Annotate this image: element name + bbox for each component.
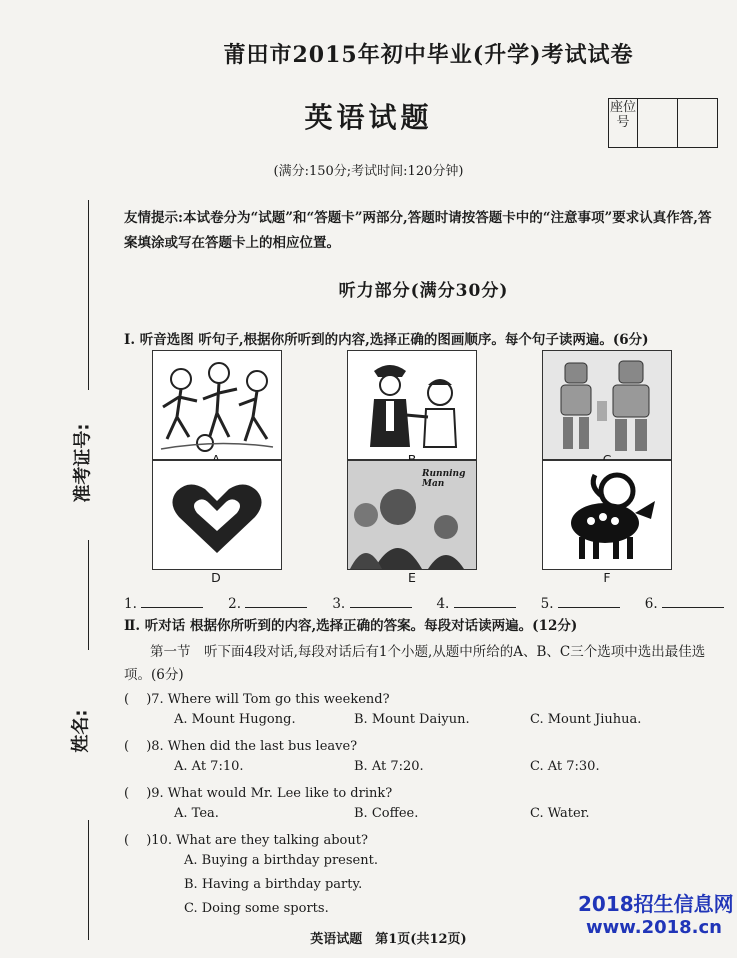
listening-section-heading: 听力部分(满分30分) (338, 281, 509, 301)
picture-a (152, 350, 282, 460)
question-10-stem: ( )10. What are they talking about? (124, 833, 368, 848)
question-9-option-b: B. Coffee. (354, 806, 419, 821)
answer-blank: 1. (124, 594, 203, 612)
part1-instruction: Ⅰ. 听音选图 听句子,根据你所听到的内容,选择正确的图画顺序。每个句子读两遍。(6分) (124, 332, 649, 348)
question-7-option-a: A. Mount Hugong. (174, 712, 296, 727)
question-10-option-a: A. Buying a birthday present. (184, 853, 378, 868)
question-8-stem: ( )8. When did the last bus leave? (124, 739, 358, 754)
picture-f (542, 460, 672, 570)
page-footer: 英语试题 第1页(共12页) (310, 932, 467, 947)
notice-text: 友情提示:本试卷分为“试题”和“答题卡”两部分,答题时请按答题卡中的“注意事项”要求认真作答,答案填涂或写在答题卡上的相应位置。 (124, 210, 712, 251)
exam-number-line-lower (88, 540, 89, 650)
question-10-option-c: C. Doing some sports. (184, 901, 329, 916)
heart-hands-icon (153, 461, 281, 569)
question-9-stem: ( )9. What would Mr. Lee like to drink? (124, 786, 393, 801)
picture-c (542, 350, 672, 460)
seat-number-label: 座位号 (609, 99, 638, 147)
picture-e-label: E (408, 570, 416, 585)
watermark-line1: 2018招生信息网 (578, 892, 734, 916)
picture-b (347, 350, 477, 460)
answer-blank: 3. (332, 594, 411, 612)
picture-d-label: D (211, 570, 221, 585)
name-label: 姓名: (70, 709, 92, 753)
question-8-option-b: B. At 7:20. (354, 759, 424, 774)
question-7-stem: ( )7. Where will Tom go this weekend? (124, 692, 390, 707)
score-info: (满分:150分;考试时间:120分钟) (273, 164, 464, 179)
poster-caption: Running Man (422, 469, 466, 489)
robots-icon (543, 351, 671, 459)
answer-blank: 4. (436, 594, 515, 612)
picture-e (347, 460, 477, 570)
question-9-option-c: C. Water. (530, 806, 590, 821)
question-9-option-a: A. Tea. (174, 806, 219, 821)
question-7-option-c: C. Mount Jiuhua. (530, 712, 642, 727)
question-8-option-a: A. At 7:10. (174, 759, 244, 774)
answer-blank: 6. (645, 594, 724, 612)
part2-subsection1: 第一节 听下面4段对话,每段对话后有1个小题,从题中所给的A、B、C三个选项中选出最佳选项。(6分) (124, 644, 706, 683)
goat-paper-cut-icon (543, 461, 671, 569)
answer-blanks-row (124, 594, 724, 612)
kids-playing-football-icon (153, 351, 281, 459)
question-10-option-b: B. Having a birthday party. (184, 877, 363, 892)
picture-d (152, 460, 282, 570)
seat-number-cell (638, 99, 678, 147)
picture-f-label: F (603, 570, 611, 585)
seat-number-cell (678, 99, 717, 147)
exam-title: 莆田市2015年初中毕业(升学)考试试卷 (223, 42, 634, 68)
question-7-option-b: B. Mount Daiyun. (354, 712, 470, 727)
seat-number-box (608, 98, 718, 148)
part2-instruction: Ⅱ. 听对话 根据你所听到的内容,选择正确的答案。每段对话读两遍。(12分) (124, 618, 578, 634)
subject-title: 英语试题 (304, 101, 433, 134)
exam-number-label: 准考证号: (72, 423, 94, 503)
name-line (88, 820, 89, 940)
exam-number-line (88, 200, 89, 390)
answer-blank: 2. (228, 594, 307, 612)
answer-blank: 5. (541, 594, 620, 612)
policewoman-and-boy-icon (348, 351, 476, 459)
question-8-option-c: C. At 7:30. (530, 759, 600, 774)
watermark-line2: www.2018.cn (586, 917, 722, 938)
